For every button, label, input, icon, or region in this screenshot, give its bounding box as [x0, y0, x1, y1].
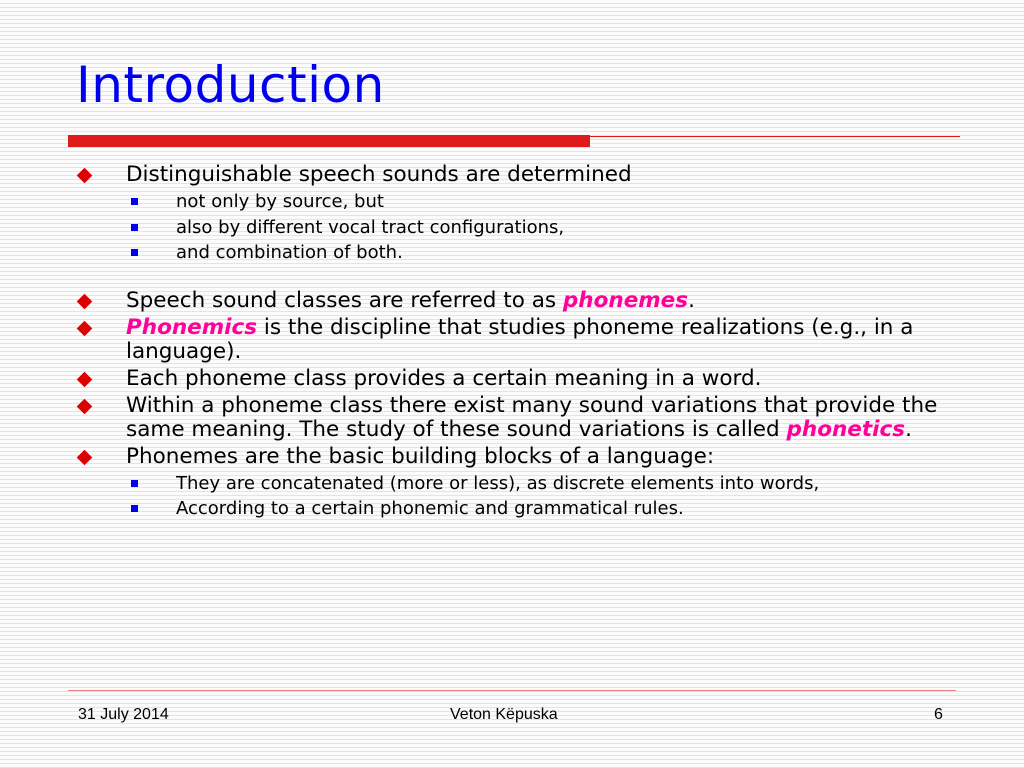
square-bullet-icon — [131, 505, 138, 512]
title-underline-thin — [590, 136, 960, 137]
diamond-bullet-icon — [77, 449, 93, 465]
bullet-text-end: . — [905, 416, 912, 442]
square-bullet-icon — [131, 198, 138, 205]
slide-title: Introduction — [76, 56, 385, 114]
diamond-bullet-icon — [77, 293, 93, 309]
bullet-text: Within a phoneme class there exist many sound variations that provide the same meaning. The study of these sound variations is called — [126, 392, 938, 442]
highlighted-term: phonetics — [786, 416, 906, 442]
bullet-text: Speech sound classes are referred to as — [126, 287, 563, 313]
sub-bullet-text: also by different vocal tract configurations, — [176, 216, 565, 238]
diamond-bullet-icon — [77, 371, 93, 387]
square-bullet-icon — [131, 480, 138, 487]
diamond-bullet-icon — [77, 320, 93, 336]
bullet-text: Each phoneme class provides a certain meaning in a word. — [126, 365, 762, 391]
footer-author: Veton Këpuska — [450, 706, 558, 723]
sub-bullet-item — [78, 215, 968, 241]
bullet-text: Distinguishable speech sounds are determined — [126, 162, 632, 187]
footer-date: 31 July 2014 — [78, 706, 169, 723]
sub-bullet-item — [78, 240, 968, 266]
bullet-text: is the discipline that studies phoneme realizations (e.g., in a language). — [126, 314, 914, 364]
bullet-item — [78, 367, 968, 391]
square-bullet-icon — [131, 224, 138, 231]
bullet-item — [78, 163, 968, 266]
diamond-bullet-icon — [77, 398, 93, 414]
slide-number: 6 — [934, 706, 943, 723]
highlighted-term: phonemes — [562, 287, 689, 313]
sub-bullet-item — [78, 471, 968, 497]
sub-bullet-text: According to a certain phonemic and grammatical rules. — [176, 498, 684, 519]
title-underline-thick — [68, 135, 590, 147]
bullet-item — [78, 394, 968, 442]
sub-bullet-item — [78, 496, 968, 522]
sub-bullet-text: They are concatenated (more or less), as discrete elements into words, — [176, 472, 820, 494]
slide-body — [78, 163, 968, 522]
bullet-item — [78, 316, 968, 364]
footer-divider — [68, 690, 956, 691]
bullet-text-end: . — [688, 287, 695, 313]
bullet-item — [78, 445, 968, 522]
sub-bullet-text: and combination of both. — [176, 242, 403, 263]
bullet-text: Phonemes are the basic building blocks of a language: — [126, 443, 715, 469]
bullet-item — [78, 289, 968, 313]
highlighted-term: Phonemics — [126, 314, 258, 340]
sub-bullet-item — [78, 189, 968, 215]
square-bullet-icon — [131, 249, 138, 256]
diamond-bullet-icon — [77, 168, 93, 184]
sub-bullet-text: not only by source, but — [176, 191, 384, 212]
